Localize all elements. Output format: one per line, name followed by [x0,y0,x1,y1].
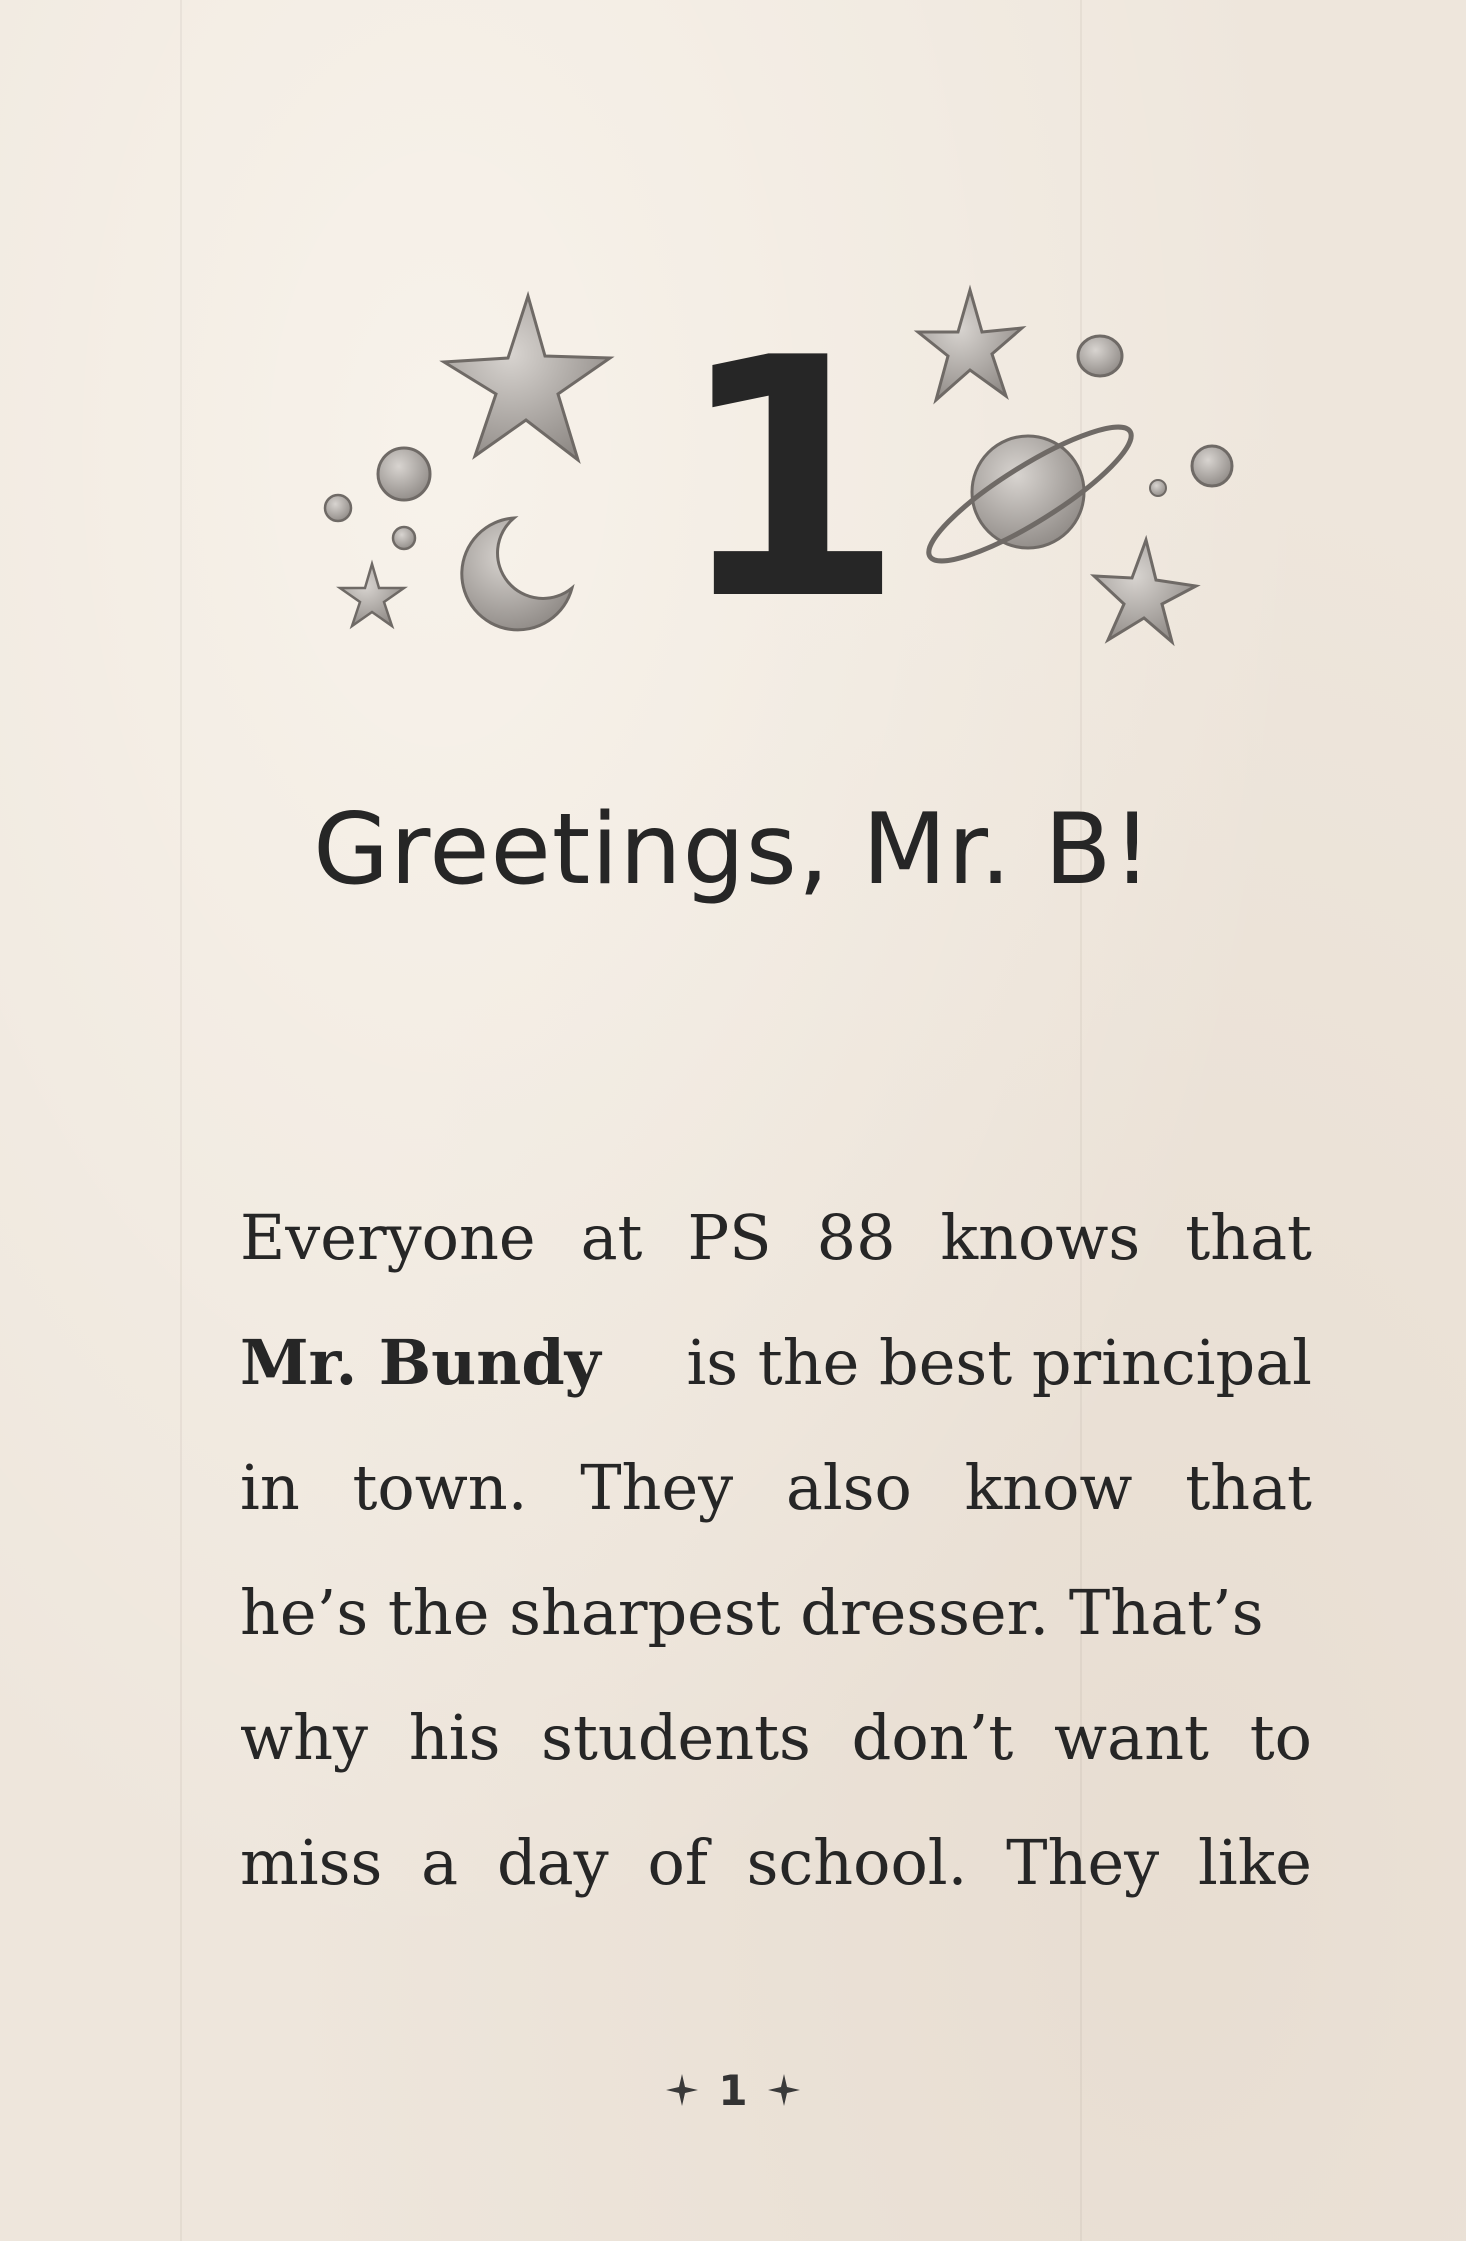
text-line [240,1175,1312,1300]
word: in [240,1451,300,1524]
star-icon [1094,540,1196,642]
paper-crease [180,0,182,2241]
dot-icon [378,448,430,500]
dot-icon [325,495,351,521]
word: to [1249,1701,1312,1774]
word: miss [240,1826,383,1899]
text-line [240,1425,1312,1550]
bold-name: Mr. Bundy [240,1326,601,1399]
word: don’t [851,1701,1014,1774]
page-footer [0,2050,1466,2130]
word: also [785,1451,912,1524]
chapter-title: Greetings, Mr. B! [313,793,1153,907]
star-icon [766,2072,802,2108]
word: town. [352,1451,528,1524]
text-segment: is the best principal [686,1326,1312,1399]
star-icon [340,564,404,626]
word: Everyone [240,1201,536,1274]
text-line [240,1300,1312,1425]
word: of [647,1826,708,1899]
dot-icon [1078,336,1122,376]
text-line [240,1550,1312,1675]
word: that [1185,1201,1312,1274]
chapter-number: 1 [675,288,905,672]
word: PS [687,1201,772,1274]
word: day [496,1826,609,1899]
word: like [1198,1826,1312,1899]
word: a [421,1826,459,1899]
star-icon [664,2072,700,2108]
text-line [240,1675,1312,1800]
word: knows [940,1201,1141,1274]
dot-icon [1150,480,1166,496]
word: school. [746,1826,968,1899]
word: at [580,1201,643,1274]
page-number: 1 [718,2065,748,2115]
text-segment: he’s the sharpest dresser. That’s [240,1576,1264,1649]
body-text [240,1175,1312,1925]
word: that [1185,1451,1312,1524]
dot-icon [1192,446,1232,486]
word: 88 [816,1201,896,1274]
word: students [541,1701,811,1774]
star-icon [444,296,610,460]
word: They [580,1451,734,1524]
word: know [964,1451,1133,1524]
word: want [1054,1701,1209,1774]
word: his [408,1701,501,1774]
dot-icon [393,527,415,549]
text-line [240,1800,1312,1925]
word: They [1006,1826,1160,1899]
moon-icon [462,518,572,630]
word: why [240,1701,369,1774]
